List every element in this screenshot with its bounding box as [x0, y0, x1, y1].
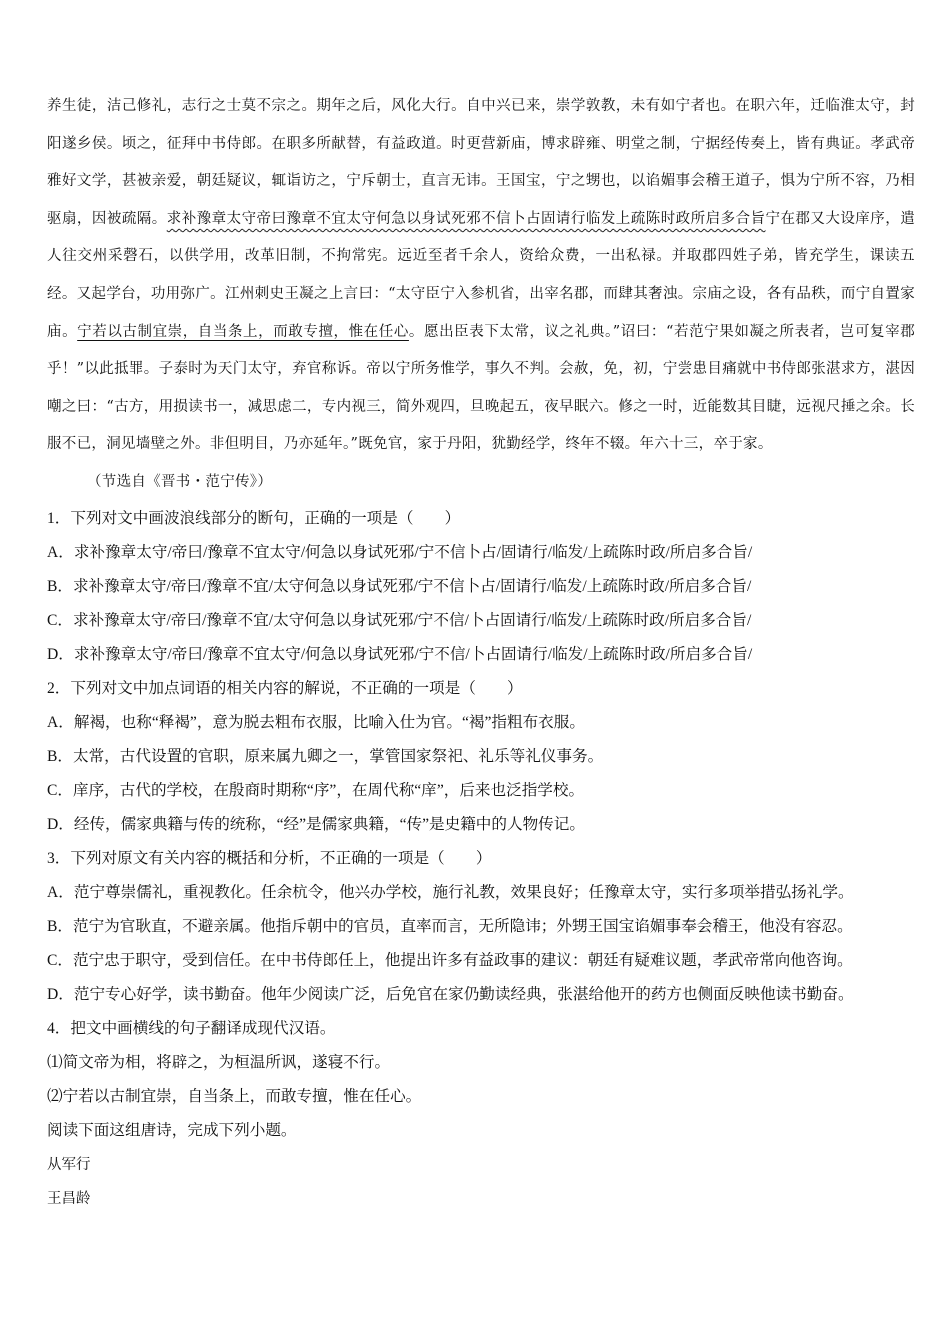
document-page [47, 88, 915, 1216]
question-3-option-c: C．范宁忠于职守，受到信任。在中书侍郎任上，他提出许多有益政事的建议：朝廷有疑难议题，孝武帝常向他咨询。 [47, 951, 853, 969]
passage-paragraph [47, 88, 915, 464]
passage-text-part3: 。愿出臣表下太常，议之礼典。”诏曰：“若范宁果如凝之所表者，岂可复宰郡乎！”以此抵罪。子泰时为天门太守，弃官称诉。帝以宁所务惟学，事久不判。会赦，免，初，宁尝患目痛就中书侍郎张湛求方，湛因嘲之曰：“古方，用损读书一，减思虑二，专内视三，简外观四，旦晚起五，夜早眠六。修之一时，近能数其目睫，远视尺捶之余。长服不已，洞见墙壁之外。非但明目，乃亦延年。”既免官，家于丹阳，犹勤经学，终年不辍。年六十三，卒于家。 [47, 323, 915, 453]
question-2-option-a: A．解褐，也称“释褐”，意为脱去粗布衣服，比喻入仕为官。“褐”指粗布衣服。 [47, 713, 585, 731]
question-4-stem: 4．把文中画横线的句子翻译成现代汉语。 [47, 1019, 336, 1037]
question-1-option-d: D．求补豫章太守/帝曰/豫章不宜太守/何急以身试死邪/宁不信/卜占固请行/临发/上疏陈时政/所启多合旨/ [47, 645, 753, 663]
question-2-stem: 2．下列对文中加点词语的相关内容的解说，不正确的一项是（ ） [47, 679, 523, 697]
poem-section-instruction: 阅读下面这组唐诗，完成下列小题。 [47, 1121, 297, 1139]
wavy-underlined-sentence: 求补豫章太守帝曰豫章不宜太守何急以身试死邪不信卜占固请行临发上疏陈时政所启多合旨 [166, 210, 766, 227]
question-1-option-a: A．求补豫章太守/帝曰/豫章不宜太守/何急以身试死邪/宁不信卜占/固请行/临发/上疏陈时政/所启多合旨/ [47, 543, 753, 561]
question-4-item-2: ⑵宁若以古制宜崇，自当条上，而敢专擅，惟在任心。 [47, 1087, 422, 1105]
question-4-item-1: ⑴简文帝为相，将辟之，为桓温所讽，遂寝不行。 [47, 1053, 391, 1071]
question-2-option-b: B．太常，古代设置的官职，原来属九卿之一，掌管国家祭祀、礼乐等礼仪事务。 [47, 747, 604, 765]
question-3-stem: 3．下列对原文有关内容的概括和分析，不正确的一项是（ ） [47, 849, 492, 867]
underlined-sentence: 宁若以古制宜崇，自当条上，而敢专擅，惟在任心 [77, 323, 409, 340]
question-2-option-d: D．经传，儒家典籍与传的统称，“经”是儒家典籍，“传”是史籍中的人物传记。 [47, 815, 585, 833]
classical-passage [47, 88, 915, 502]
passage-text-part2: 宁在郡又大设庠序，遣人往交州采磬石，以供学用，改革旧制，不拘常宪。远近至者千余人，资给众费，一出私禄。并取郡四姓子弟，皆充学生，课读五经。又起学台，功用弥广。江州刺史王凝之上言曰：“太守臣宁入参机省，出宰名郡，而肆其奢浊。宗庙之设，各有品秩，而宁自置家庙。 [47, 210, 915, 340]
question-3-option-a: A．范宁尊崇儒礼，重视教化。任余杭令，他兴办学校，施行礼教，效果良好；任豫章太守，实行多项举措弘扬礼学。 [47, 883, 854, 901]
question-1-option-c: C．求补豫章太守/帝曰/豫章不宜/太守何急以身试死邪/宁不信/卜占固请行/临发/上疏陈时政/所启多合旨/ [47, 611, 752, 629]
poem-author: 王昌龄 [47, 1190, 91, 1207]
question-1-option-b: B．求补豫章太守/帝曰/豫章不宜/太守何急以身试死邪/宁不信卜占/固请行/临发/上疏陈时政/所启多合旨/ [47, 577, 752, 595]
passage-text-part1: 养生徒，洁己修礼，志行之士莫不宗之。期年之后，风化大行。自中兴已来，崇学敦教，未有如宁者也。在职六年，迁临淮太守，封阳遂乡侯。顷之，征拜中书侍郎。在职多所献替，有益政道。时更营新庙，博求辟雍、明堂之制，宁据经传奏上，皆有典证。孝武帝雅好文学，甚被亲爱，朝廷疑议，辄诣访之，宁斥朝士，直言无讳。王国宝，宁之甥也，以谄媚事会稽王道子，惧为宁所不容，乃相驱扇，因被疏隔。 [47, 98, 915, 227]
passage-source: （节选自《晋书・范宁传》） [87, 473, 273, 490]
poem-title: 从军行 [47, 1156, 91, 1173]
question-1-stem: 1．下列对文中画波浪线部分的断句，正确的一项是（ ） [47, 509, 461, 527]
question-3-option-b: B．范宁为官耿直，不避亲属。他指斥朝中的官员，直率而言，无所隐讳；外甥王国宝谄媚事奉会稽王，他没有容忍。 [47, 917, 853, 935]
question-3-option-d: D．范宁专心好学，读书勤奋。他年少阅读广泛，后免官在家仍勤读经典，张湛给他开的药方也侧面反映他读书勤奋。 [47, 985, 854, 1003]
questions-section [47, 502, 915, 1216]
question-2-option-c: C．庠序，古代的学校，在殷商时期称“序”，在周代称“庠”，后来也泛指学校。 [47, 781, 585, 799]
